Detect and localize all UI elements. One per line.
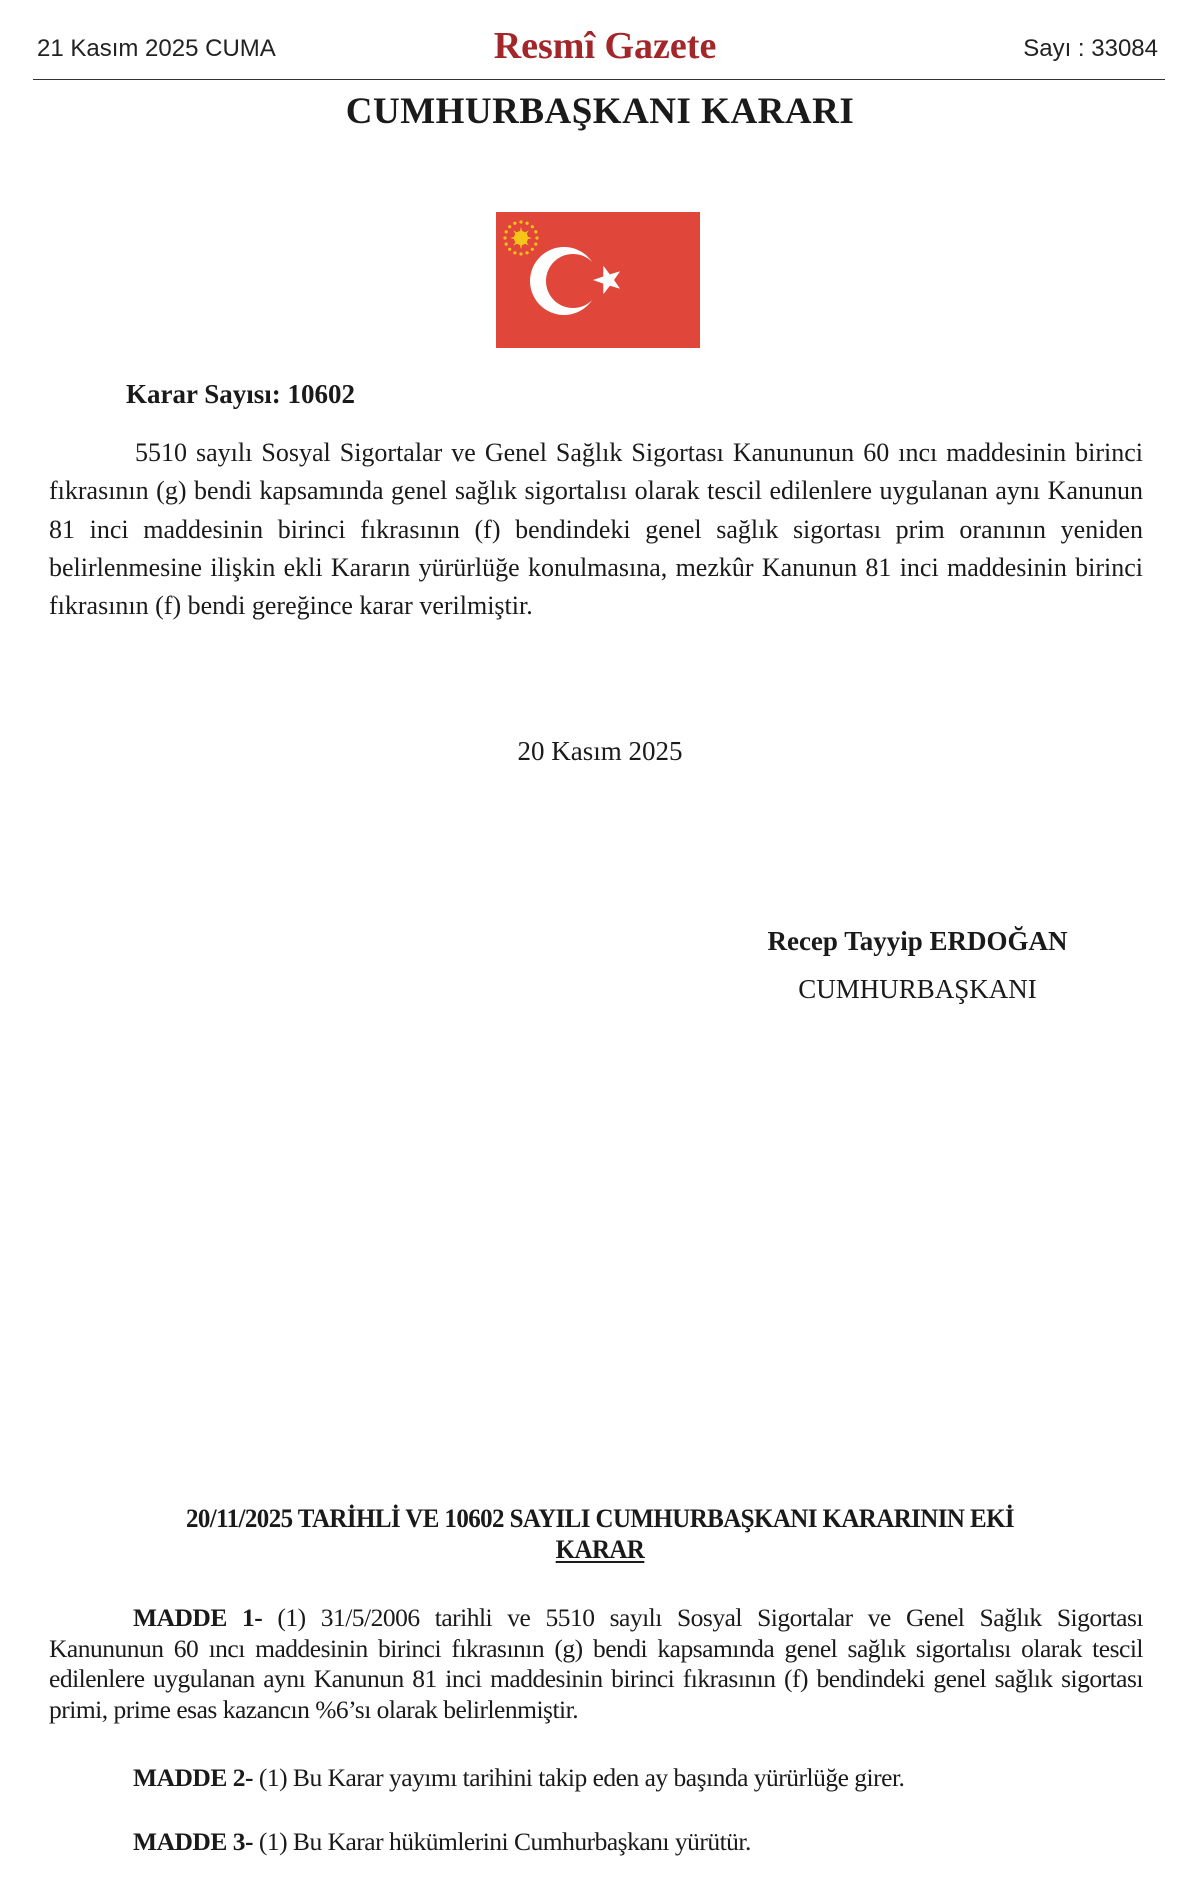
decision-paragraph: 5510 sayılı Sosyal Sigortalar ve Genel Sağlık Sigortası Kanununun 60 ıncı maddesinin birinci fıkrasının (g) bendi kapsamında genel sağlık sigortalısı olarak tescil edilenlere uygulanan aynı Kanunun 81 inci maddesinin birinci fıkrasının (f) bendindeki genel sağlık sigortası prim oranının yeniden belirlenmesine ilişkin ekli Kararın yürürlüğe konulmasına, mezkûr Kanunun 81 inci maddesinin birinci fıkrasının (f) bendi gereğince karar verilmiştir. <box>49 438 1143 621</box>
document-type-heading: CUMHURBAŞKANI KARARI <box>345 91 855 132</box>
article-2-text: (1) Bu Karar yayımı tarihini takip eden ay başında yürürlüğe girer. <box>252 1763 905 1792</box>
decision-number: Karar Sayısı: 10602 <box>126 379 355 409</box>
article-1-label: MADDE 1- <box>133 1603 263 1632</box>
header-date: 21 Kasım 2025 CUMA <box>37 35 276 62</box>
signer-title: CUMHURBAŞKANI <box>798 974 1037 1004</box>
annex-title-line2: KARAR <box>555 1535 645 1564</box>
article-1-text: (1) 31/5/2006 tarihli ve 5510 sayılı Sosyal Sigortalar ve Genel Sağlık Sigortası Kanununun 60 ıncı maddesinin birinci fıkrasının (g) bendi kapsamında genel sağlık sigortalısı olarak tescil edilenlere uygulanan aynı Kanunun 81 inci maddesinin birinci fıkrasının (f) bendindeki genel sağlık sigortası primi, prime esas kazancın %6’sı olarak belirlenmiştir. <box>49 1603 1143 1724</box>
decision-date: 20 Kasım 2025 <box>517 736 683 766</box>
header-divider <box>33 79 1165 80</box>
article-2-label: MADDE 2- <box>133 1763 253 1792</box>
annex-title <box>24 1503 1176 1565</box>
publication-title: Resmî Gazete <box>493 25 717 67</box>
issue-number: Sayı : 33084 <box>1023 35 1158 62</box>
turkish-presidential-flag-icon <box>496 212 700 348</box>
article-1 <box>49 1603 1143 1725</box>
article-3-text: (1) Bu Karar hükümlerini Cumhurbaşkanı yürütür. <box>252 1827 751 1856</box>
article-3 <box>49 1827 1143 1858</box>
signer-name: Recep Tayyip ERDOĞAN <box>767 926 1068 956</box>
article-3-label: MADDE 3- <box>133 1827 253 1856</box>
annex-title-line1: 20/11/2025 TARİHLİ VE 10602 SAYILI CUMHURBAŞKANI KARARININ EKİ <box>185 1504 1015 1533</box>
article-2 <box>49 1763 1143 1794</box>
